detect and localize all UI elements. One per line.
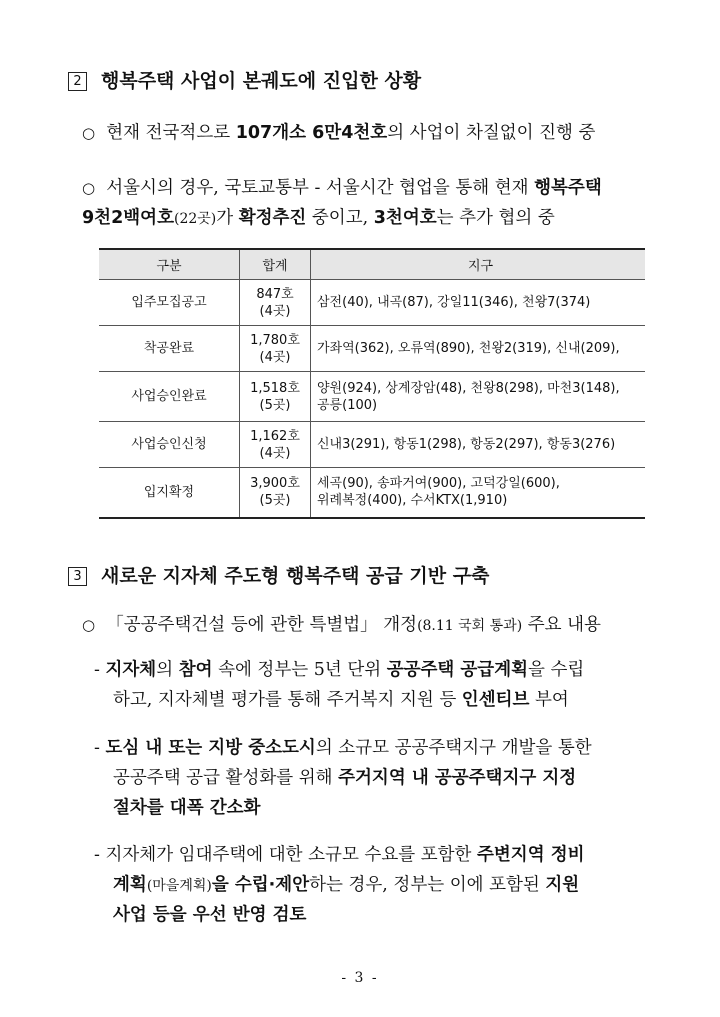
total-count: 1,780호	[250, 332, 300, 348]
total-count: 1,162호	[250, 428, 300, 444]
district-line: 공릉(100)	[317, 397, 378, 413]
dash-bullet: -	[94, 660, 100, 680]
table-row	[99, 468, 645, 518]
circle-bullet-icon: ○	[82, 616, 96, 634]
dash-bullet: -	[94, 738, 100, 758]
site-count: (5곳)	[259, 397, 291, 413]
text: 는 추가 협의 중	[436, 208, 555, 228]
table-header: 구분	[99, 249, 240, 280]
text: 의 소규모 공공주택지구 개발을 통한	[315, 738, 592, 758]
text: 주요 내용	[522, 615, 601, 635]
table-cell-districts	[311, 372, 646, 422]
total-count: 1,518호	[250, 380, 300, 396]
sec3-dash-2	[94, 733, 592, 763]
table-cell-districts	[311, 280, 646, 326]
text: 부여	[529, 690, 569, 710]
circle-bullet-icon: ○	[82, 124, 96, 142]
district-line: 가좌역(362), 오류역(890), 천왕2(319), 신내(209),	[317, 341, 620, 356]
table-row	[99, 372, 645, 422]
sec3-dash-1-line-2	[113, 685, 569, 715]
sec2-bullet-1	[82, 118, 595, 148]
circle-bullet-icon: ○	[82, 179, 96, 197]
site-count: (4곳)	[259, 445, 291, 461]
section-2-heading	[68, 66, 421, 93]
table-row	[99, 422, 645, 468]
text: 서울시의 경우, 국토교통부 - 서울시간 협업을 통해 현재	[106, 178, 535, 198]
bold-text: 지원	[545, 875, 580, 895]
table-cell-total	[240, 372, 311, 422]
sec3-dash-2-line-2	[113, 763, 576, 793]
total-count: 847호	[256, 286, 294, 302]
dash-bullet: -	[94, 845, 100, 865]
table-row	[99, 326, 645, 372]
text: 가	[216, 208, 239, 228]
site-count: (5곳)	[259, 493, 291, 509]
table-cell-districts	[311, 422, 646, 468]
text: 지자체가 임대주택에 대한 소규모 수요를 포함한	[105, 845, 477, 865]
bold-text: 주거지역 내 공공주택지구 지정	[338, 768, 577, 788]
sec3-dash-1	[94, 655, 584, 685]
housing-status-table	[99, 248, 645, 519]
section-number-box: 3	[68, 567, 87, 586]
table-cell-category: 착공완료	[99, 326, 240, 372]
text: 의 사업이 차질없이 진행 중	[387, 123, 596, 143]
district-line: 양원(924), 상계장암(48), 천왕8(298), 마천3(148),	[317, 380, 620, 396]
text: 「공공주택건설 등에 관한 특별법」 개정	[106, 615, 418, 635]
table-cell-total	[240, 326, 311, 372]
table-header: 지구	[311, 249, 646, 280]
table-cell-total	[240, 422, 311, 468]
section-2-title: 행복주택 사업이 본궤도에 진입한 상황	[101, 70, 422, 92]
sec3-dash-3-line-2	[113, 870, 579, 901]
table-cell-category: 입주모집공고	[99, 280, 240, 326]
district-line: 신내3(291), 항동1(298), 항동2(297), 항동3(276)	[317, 437, 616, 452]
text: 하는 경우, 정부는 이에 포함된	[309, 875, 546, 895]
bold-text: 3천여호	[373, 208, 437, 228]
table-cell-districts	[311, 468, 646, 518]
bold-text: 행복주택	[534, 178, 602, 198]
table-header-row	[99, 249, 645, 280]
sec2-bullet-2-line-2	[82, 203, 555, 234]
sec3-dash-2-line-3	[113, 793, 260, 823]
text: 을 수립	[528, 660, 585, 680]
text: 의	[156, 660, 179, 680]
section-3-title: 새로운 지자체 주도형 행복주택 공급 기반 구축	[101, 565, 490, 587]
bold-text: 주변지역 정비	[476, 845, 585, 865]
site-count: (4곳)	[259, 349, 291, 365]
small-text: (8.11 국회 통과)	[417, 618, 523, 634]
bold-text: 지자체	[105, 660, 157, 680]
small-text: (마을계획)	[146, 878, 212, 894]
district-line: 삼전(40), 내곡(87), 강일11(346), 천왕7(374)	[317, 295, 591, 310]
text: 공공주택 공급 활성화를 위해	[113, 768, 339, 788]
bold-text: 9천2백여호	[82, 208, 174, 228]
sec3-bullet-1	[82, 610, 601, 641]
table-cell-total	[240, 468, 311, 518]
bold-text: 참여	[178, 660, 213, 680]
bold-text: 인센티브	[461, 690, 530, 710]
text: 하고, 지자체별 평가를 통해 주거복지 지원 등	[113, 690, 462, 710]
bold-text: 절차를 대폭 간소화	[113, 798, 261, 818]
section-3-heading	[68, 561, 489, 588]
table-cell-category: 사업승인신청	[99, 422, 240, 468]
section-number-box: 2	[68, 72, 87, 91]
total-count: 3,900호	[250, 476, 300, 492]
text: 속에 정부는 5년 단위	[212, 660, 387, 680]
sec3-dash-3-line-3	[113, 900, 306, 930]
bold-text: 계획	[113, 875, 147, 895]
table-cell-category: 입지확정	[99, 468, 240, 518]
district-line: 세곡(90), 송파거여(900), 고덕강일(600),	[317, 476, 560, 492]
bold-text: 도심 내 또는 지방 중소도시	[105, 738, 316, 758]
sec3-dash-3	[94, 840, 585, 870]
table-header: 합계	[240, 249, 311, 280]
district-line: 위례복정(400), 수서KTX(1,910)	[317, 493, 508, 509]
small-text: (22곳)	[173, 211, 217, 227]
table-cell-category: 사업승인완료	[99, 372, 240, 422]
text: 현재 전국적으로	[106, 123, 236, 143]
table-row	[99, 280, 645, 326]
text: 중이고,	[306, 208, 374, 228]
bold-text: 공공주택 공급계획	[386, 660, 529, 680]
bold-text: 확정추진	[238, 208, 307, 228]
site-count: (4곳)	[259, 303, 291, 319]
page-number: - 3 -	[341, 970, 379, 986]
bold-text: 사업 등을 우선 반영 검토	[113, 905, 307, 925]
table-cell-total	[240, 280, 311, 326]
bold-text: 을 수립·제안	[211, 875, 310, 895]
sec2-bullet-2	[82, 173, 602, 203]
table-cell-districts	[311, 326, 646, 372]
bold-text: 107개소 6만4천호	[235, 123, 388, 143]
